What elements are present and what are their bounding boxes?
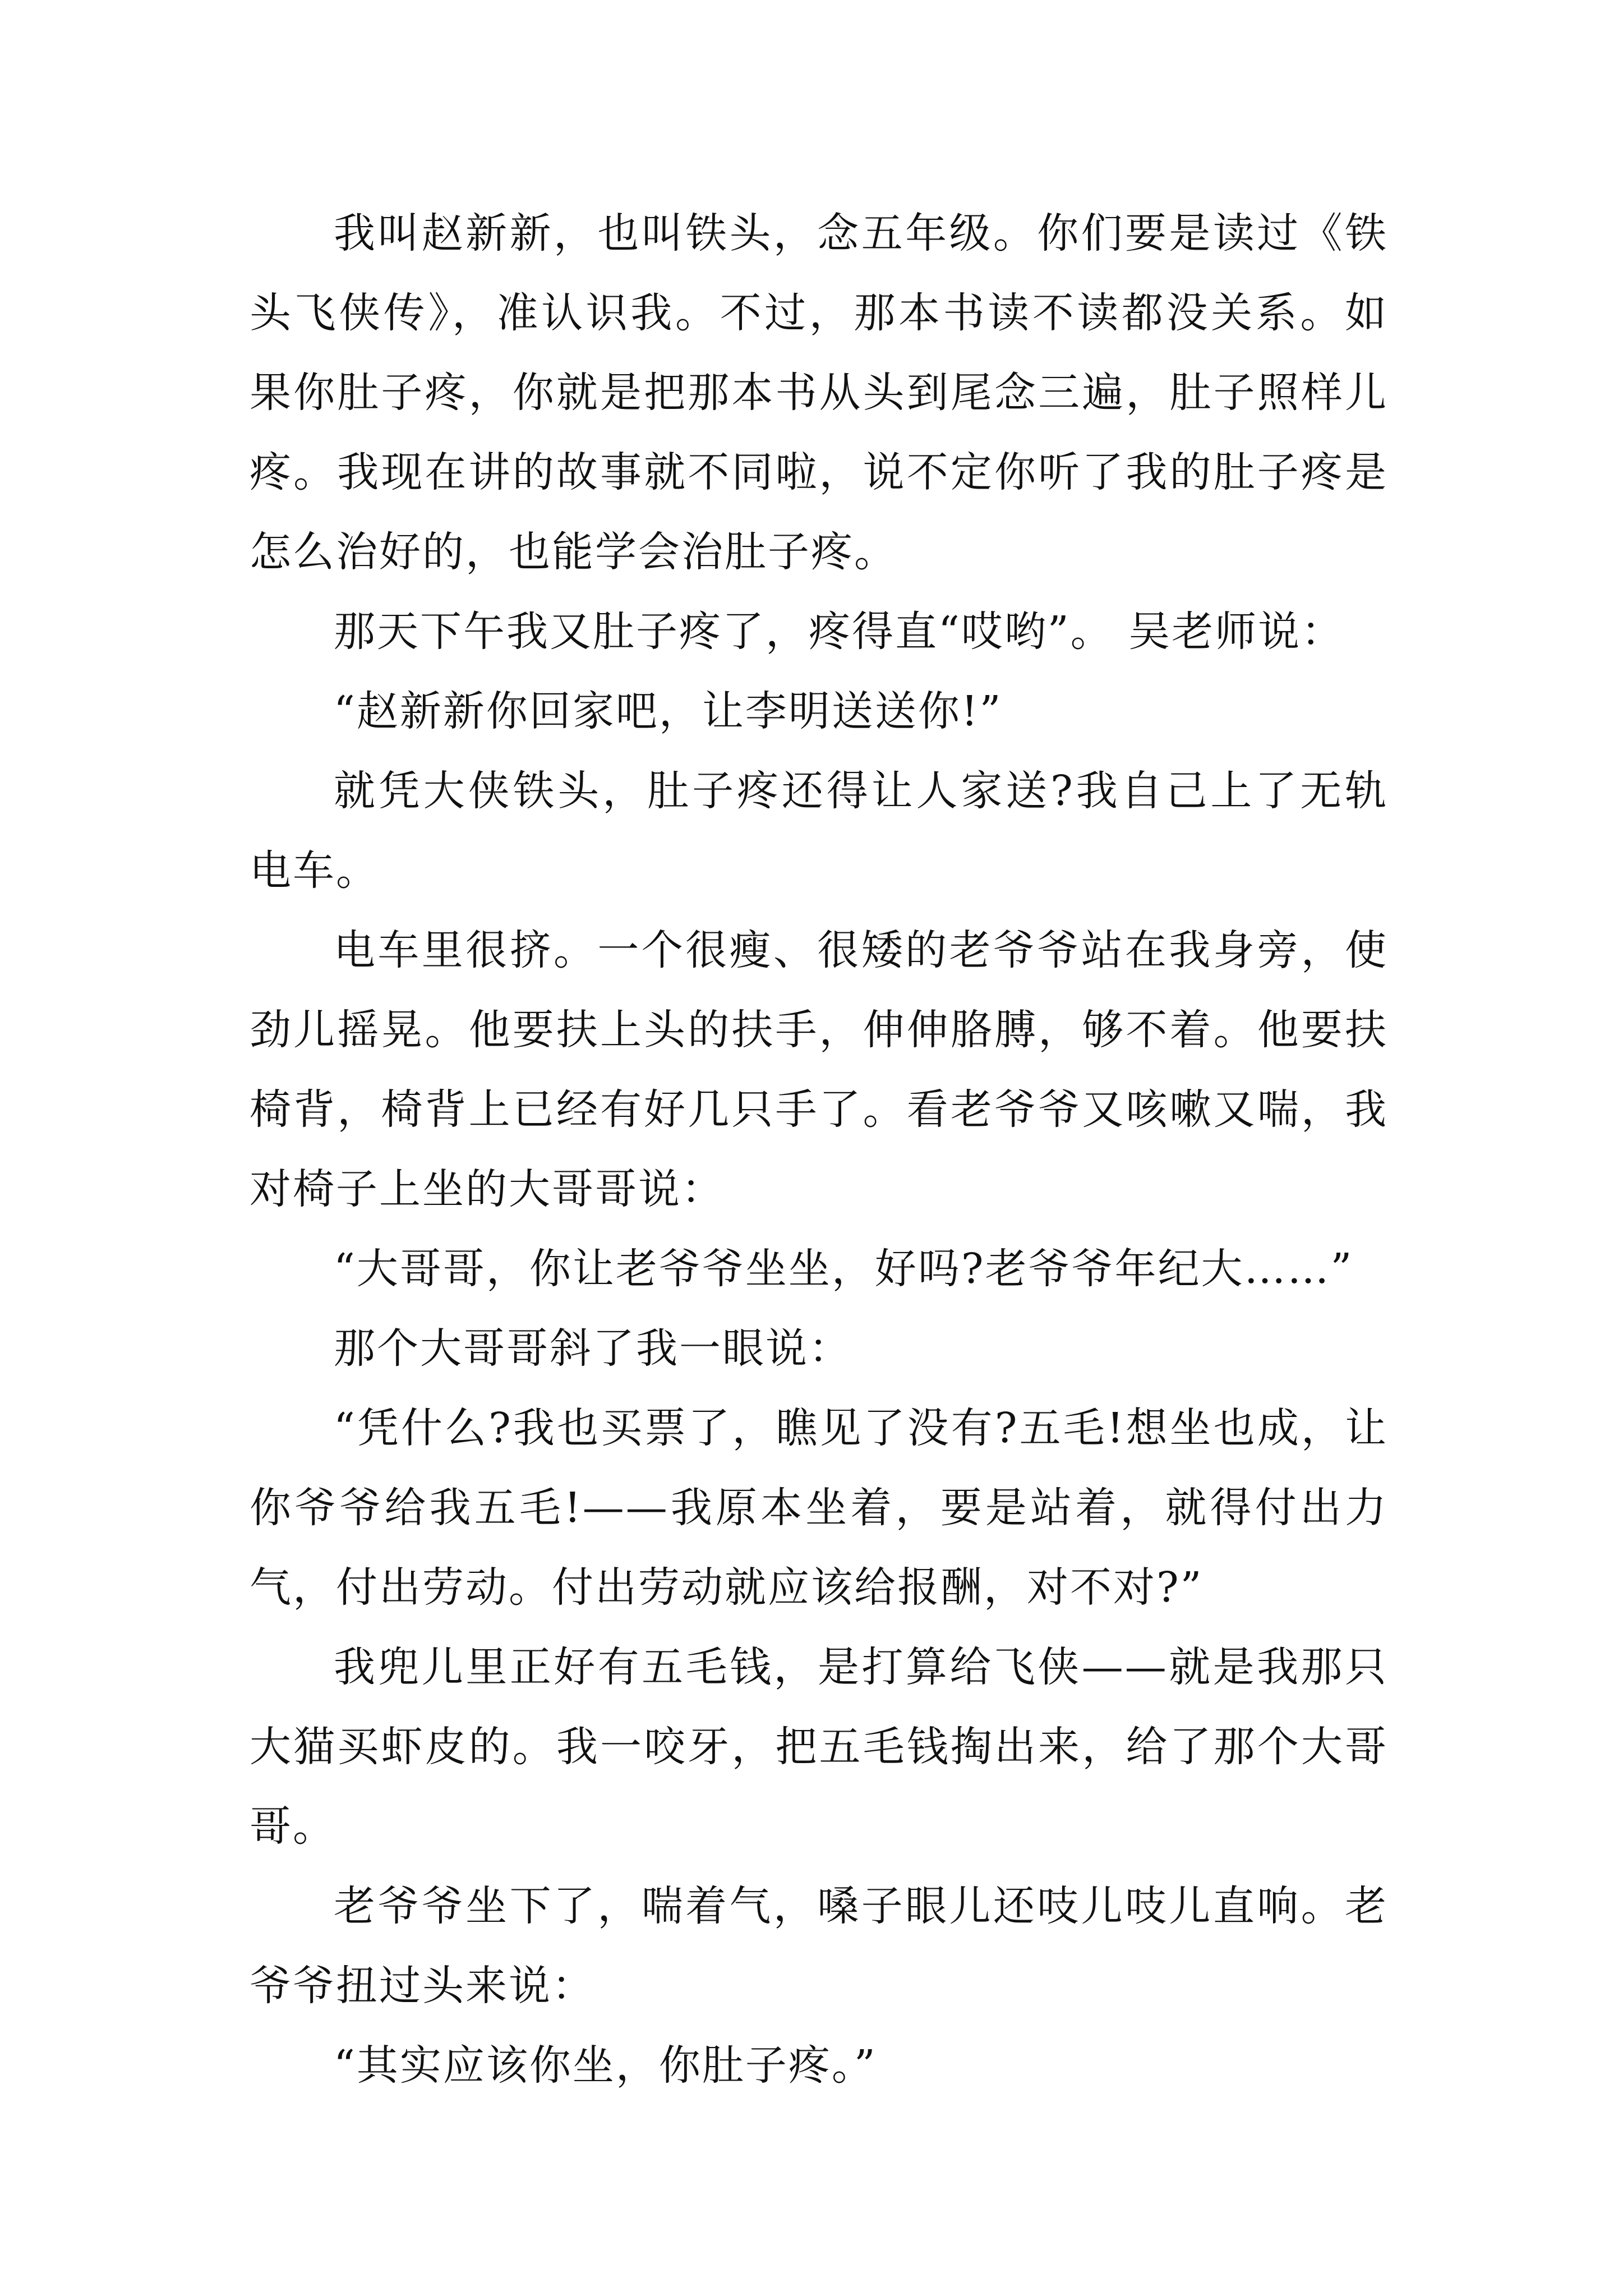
paragraph-4: 就凭大侠铁头，肚子疼还得让人家送?我自己上了无轨电车。	[250, 767, 1388, 895]
paragraph-8: “凭什么?我也买票了，瞧见了没有?五毛!想坐也成，让你爷爷给我五毛!——我原本坐着，要是站着，就得付出力气，付出劳动。付出劳动就应该给报酬，对不对?”	[250, 1404, 1388, 1612]
paragraph-2: 那天下午我又肚子疼了，疼得直“哎哟”。 吴老师说：	[334, 608, 1345, 656]
paragraph-11: “其实应该你坐，你肚子疼。”	[334, 2041, 877, 2090]
paragraph-1: 我叫赵新新，也叫铁头，念五年级。你们要是读过《铁头飞侠传》，准认识我。不过，那本书读不读都没关系。如果你肚子疼，你就是把那本书从头到尾念三遍，肚子照样儿疼。我现在讲的故事就不同啦，说不定你听了我的肚子疼是怎么治好的，也能学会治肚子疼。	[250, 209, 1388, 576]
story-text	[250, 194, 1388, 2105]
paragraph-10: 老爷爷坐下了，喘着气，嗓子眼儿还吱儿吱儿直响。老爷爷扭过头来说：	[250, 1882, 1388, 2010]
paragraph-9: 我兜儿里正好有五毛钱，是打算给飞侠——就是我那只大猫买虾皮的。我一咬牙，把五毛钱掏出来，给了那个大哥哥。	[250, 1643, 1388, 1851]
paragraph-5: 电车里很挤。一个很瘦、很矮的老爷爷站在我身旁，使劲儿摇晃。他要扶上头的扶手，伸伸胳膊，够不着。他要扶椅背，椅背上已经有好几只手了。看老爷爷又咳嗽又喘，我对椅子上坐的大哥哥说：	[250, 926, 1388, 1213]
paragraph-3: “赵新新你回家吧，让李明送送你!”	[334, 687, 1003, 735]
paragraph-6: “大哥哥，你让老爷爷坐坐，好吗?老爷爷年纪大……”	[334, 1245, 1354, 1293]
paragraph-7: 那个大哥哥斜了我一眼说：	[334, 1324, 852, 1373]
